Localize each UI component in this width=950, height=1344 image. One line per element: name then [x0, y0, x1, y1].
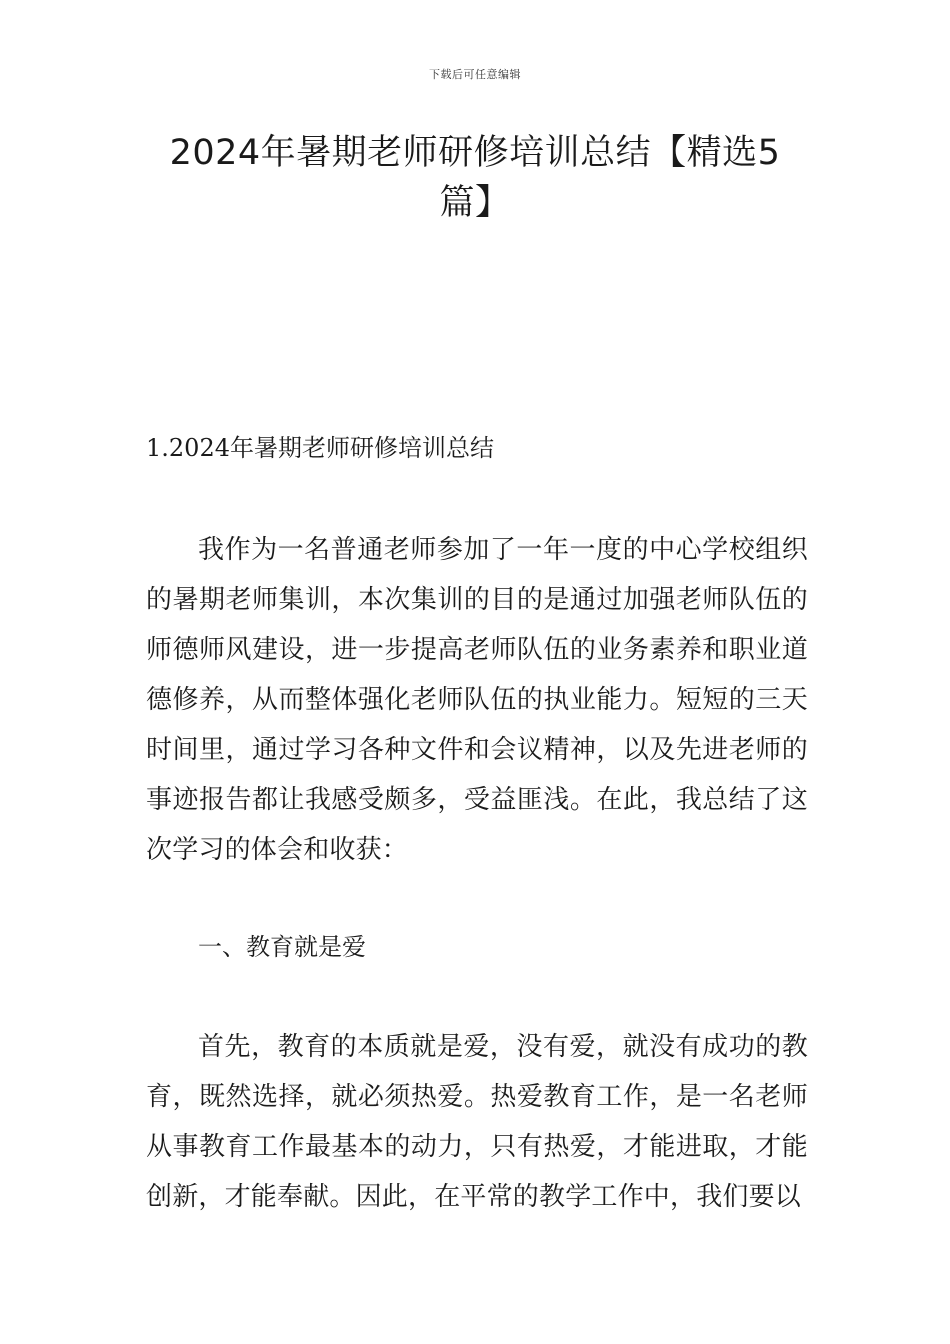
section-heading: 1.2024年暑期老师研修培训总结	[146, 434, 494, 462]
header-note: 下载后可任意编辑	[429, 68, 521, 81]
subheading: 一、教育就是爱	[198, 933, 366, 961]
body-paragraph: 我作为一名普通老师参加了一年一度的中心学校组织的暑期老师集训，本次集训的目的是通过加强老师队伍的师德师风建设，进一步提高老师队伍的业务素养和职业道德修养，从而整体强化老师队伍的执业能力。短短的三天时间里，通过学习各种文件和会议精神，以及先进老师的事迹报告都让我感受颇多，受益匪浅。在此，我总结了这次学习的体会和收获：	[146, 535, 808, 865]
document-title: 2024年暑期老师研修培训总结【精选5篇】	[169, 133, 781, 223]
body-paragraph: 首先，教育的本质就是爱，没有爱，就没有成功的教育，既然选择，就必须热爱。热爱教育工作，是一名老师从事教育工作最基本的动力，只有热爱，才能进取，才能创新，才能奉献。因此，在平常的教学工作中，我们要以	[146, 1032, 808, 1212]
